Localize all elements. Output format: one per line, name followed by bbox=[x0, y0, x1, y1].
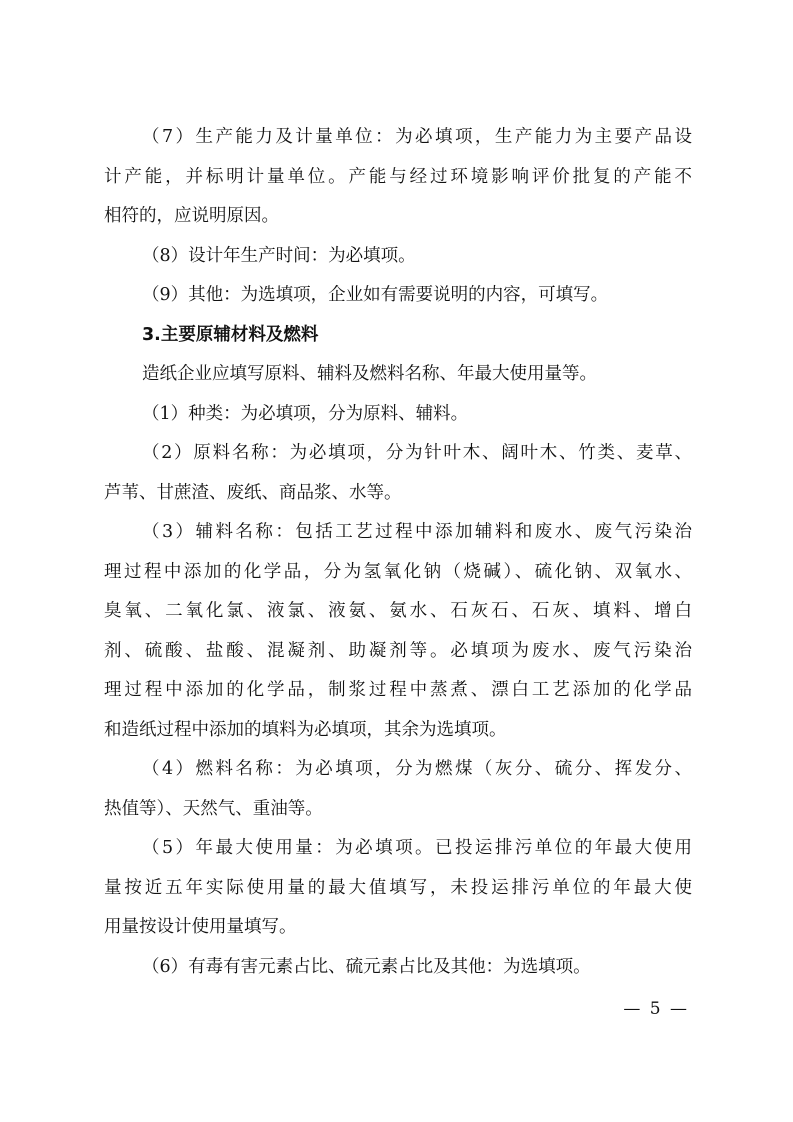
text-line: （1）种类：为必填项，分为原料、辅料。 bbox=[142, 403, 469, 424]
text-line: 计产能，并标明计量单位。产能与经过环境影响评价批复的产能不 bbox=[104, 166, 692, 187]
text-line: 造纸企业应填写原料、辅料及燃料名称、年最大使用量等。 bbox=[142, 364, 597, 384]
text-line: 臭氧、二氧化氯、液氯、液氨、氨水、石灰石、石灰、填料、增白 bbox=[104, 601, 692, 621]
text-line: （8）设计年生产时间：为必填项。 bbox=[142, 245, 416, 266]
text-line: （4）燃料名称：为必填项，分为燃煤（灰分、硫分、挥发分、 bbox=[142, 759, 692, 779]
body-text bbox=[104, 126, 692, 995]
text-line: 剂、硫酸、盐酸、混凝剂、助凝剂等。必填项为废水、废气污染治 bbox=[104, 640, 692, 661]
text-line: 芦苇、甘蔗渣、废纸、商品浆、水等。 bbox=[104, 482, 402, 503]
text-line: 理过程中添加的化学品，制浆过程中蒸煮、漂白工艺添加的化学品 bbox=[104, 680, 692, 700]
text-line: 用量按设计使用量填写。 bbox=[104, 917, 297, 937]
section-heading: 3.主要原辅材料及燃料 bbox=[142, 324, 319, 345]
text-line: （5）年最大使用量：为必填项。已投运排污单位的年最大使用 bbox=[142, 838, 692, 858]
text-line: 和造纸过程中添加的填料为必填项，其余为选填项。 bbox=[104, 719, 507, 740]
page-number: — 5 — bbox=[623, 999, 689, 1019]
text-line: （9）其他：为选填项，企业如有需要说明的内容，可填写。 bbox=[142, 285, 609, 305]
text-line: （6）有毒有害元素占比、硫元素占比及其他：为选填项。 bbox=[142, 956, 591, 977]
text-line: 相符的，应说明原因。 bbox=[104, 206, 279, 226]
text-line: 理过程中添加的化学品，分为氢氧化钠（烧碱）、硫化钠、双氧水、 bbox=[104, 561, 692, 582]
text-line: （2）原料名称：为必填项，分为针叶木、阔叶木、竹类、麦草、 bbox=[142, 443, 692, 463]
text-line: 量按近五年实际使用量的最大值填写，未投运排污单位的年最大使 bbox=[104, 877, 692, 898]
text-line: （3）辅料名称：包括工艺过程中添加辅料和废水、废气污染治 bbox=[142, 522, 692, 542]
text-line: 热值等）、天然气、重油等。 bbox=[104, 798, 323, 819]
text-line: （7）生产能力及计量单位：为必填项，生产能力为主要产品设 bbox=[142, 127, 692, 147]
